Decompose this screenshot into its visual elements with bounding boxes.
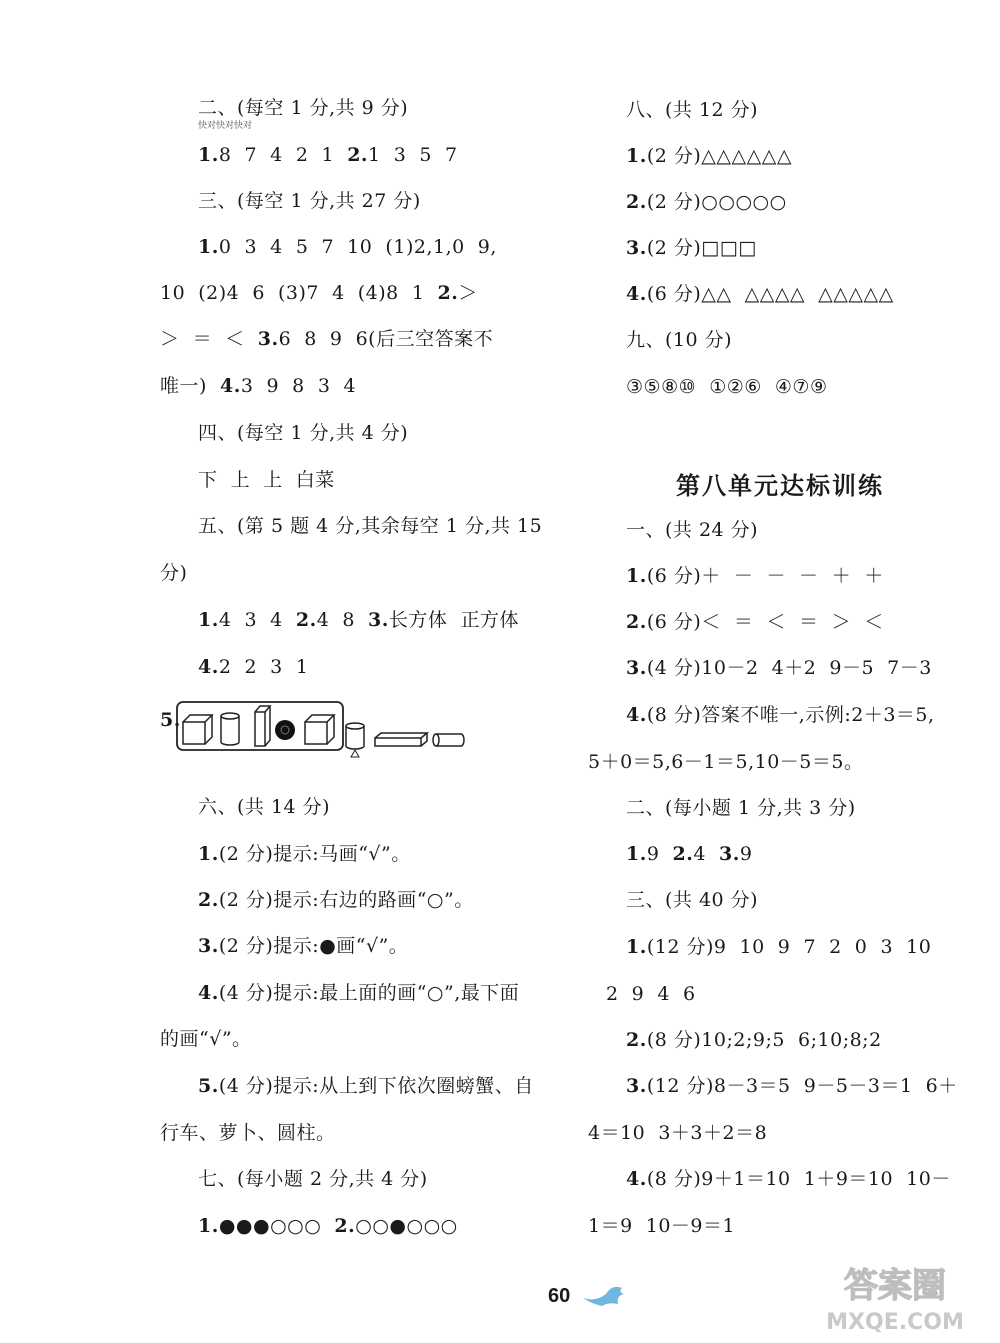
cylinder-shape — [346, 723, 364, 749]
bird-decoration-icon — [578, 1280, 638, 1310]
answer-line: 1.(6 分)＋ － － － ＋ ＋ — [626, 565, 884, 587]
section-heading: 二、(每小题 1 分,共 3 分) — [626, 797, 856, 819]
section-heading: 四、(每空 1 分,共 4 分) — [198, 422, 409, 444]
unit-title: 第八单元达标训练 — [676, 472, 884, 500]
tall-cuboid-shape — [255, 706, 270, 746]
answer-line: 1.●●●○○○ 2.○○●○○○ — [198, 1215, 458, 1237]
section-heading: 三、(共 40 分) — [626, 889, 759, 911]
answer-line: 2.(2 分)提示:右边的路画“○”。 — [198, 889, 474, 911]
section-heading: 一、(共 24 分) — [626, 519, 759, 541]
answer-line: 5.(4 分)提示:从上到下依次圈螃蟹、自 — [198, 1075, 534, 1097]
answer-line: 4.(6 分)△△ △△△△ △△△△△ — [626, 283, 894, 305]
answer-line: 分) — [160, 562, 188, 584]
cube-shape — [183, 715, 212, 744]
answer-line: 2.(2 分)○○○○○ — [626, 191, 787, 213]
answer-line: 10 (2)4 6 (3)7 4 (4)8 1 2.＞ — [160, 282, 478, 304]
answer-line: 1.(12 分)9 10 9 7 2 0 3 10 — [626, 936, 932, 958]
watermark-brand: 答案圈 — [844, 1266, 946, 1306]
triangle-mark — [351, 750, 359, 757]
answer-line: 1.8 7 4 2 1 2.1 3 5 7 — [198, 144, 458, 166]
ball-shape — [275, 720, 295, 740]
answer-line: 的画“√”。 — [160, 1028, 252, 1050]
answer-line: 5. — [160, 709, 181, 731]
answer-line: 4.(8 分)答案不唯一,示例:2＋3＝5, — [626, 704, 935, 726]
section-heading: 八、(共 12 分) — [626, 99, 759, 121]
answer-line: 1.(2 分)提示:马画“√”。 — [198, 843, 411, 865]
section-heading: 三、(每空 1 分,共 27 分) — [198, 190, 421, 212]
section-heading: 五、(第 5 题 4 分,其余每空 1 分,共 15 — [198, 515, 543, 537]
lying-cylinder-shape — [433, 734, 464, 746]
answer-line: 1.0 3 4 5 7 10 (1)2,1,0 9, — [198, 236, 497, 258]
shapes-figure — [175, 700, 525, 760]
answer-line: ③⑤⑧⑩ ①②⑥ ④⑦⑨ — [626, 376, 828, 398]
answer-line: 4＝10 3＋3＋2＝8 — [588, 1122, 768, 1144]
cube-shape — [305, 715, 334, 744]
answer-line: 2.(8 分)10;2;9;5 6;10;8;2 — [626, 1029, 882, 1051]
answer-line: 1.(2 分)△△△△△△ — [626, 145, 792, 167]
answer-line: 4.2 2 3 1 — [198, 656, 309, 678]
page-number: 60 — [548, 1285, 571, 1307]
answer-line: 2 9 4 6 — [606, 983, 696, 1005]
answer-line: ＞ ＝ ＜ 3.6 8 9 6(后三空答案不 — [160, 328, 494, 350]
watermark-url: MXQE.COM — [826, 1310, 964, 1335]
section-heading: 二、(每空 1 分,共 9 分) — [198, 97, 409, 119]
small-tag: 快对快对快对 — [198, 121, 253, 131]
answer-line: 4.(4 分)提示:最上面的画“○”,最下面 — [198, 982, 520, 1004]
answer-line: 3.(12 分)8－3＝5 9－5－3＝1 6＋ — [626, 1075, 958, 1097]
section-heading: 七、(每小题 2 分,共 4 分) — [198, 1168, 428, 1190]
flat-cuboid-shape — [375, 733, 427, 746]
answer-line: 4.(8 分)9＋1＝10 1＋9＝10 10－ — [626, 1168, 951, 1190]
answer-line: 3.(4 分)10－2 4＋2 9－5 7－3 — [626, 657, 932, 679]
answer-line: 1.4 3 4 2.4 8 3.长方体 正方体 — [198, 609, 519, 631]
answer-line: 下 上 上 白菜 — [198, 469, 335, 491]
answer-line: 1.9 2.4 3.9 — [626, 843, 753, 865]
answer-line: 行车、萝卜、圆柱。 — [160, 1122, 336, 1144]
section-heading: 六、(共 14 分) — [198, 796, 331, 818]
cylinder-shape — [221, 713, 239, 745]
answer-line: 3.(2 分)□□□ — [626, 237, 757, 259]
answer-line: 5＋0＝5,6－1＝5,10－5＝5。 — [588, 751, 864, 773]
section-heading: 九、(10 分) — [626, 329, 733, 351]
answer-line: 1＝9 10－9＝1 — [588, 1215, 736, 1237]
answer-line: 3.(2 分)提示:●画“√”。 — [198, 935, 409, 957]
shapes-frame — [177, 702, 343, 750]
answer-line: 唯一) 4.3 9 8 3 4 — [160, 375, 357, 397]
watermark-logo — [800, 1255, 990, 1335]
answer-line: 2.(6 分)＜ ＝ ＜ ＝ ＞ ＜ — [626, 611, 884, 633]
